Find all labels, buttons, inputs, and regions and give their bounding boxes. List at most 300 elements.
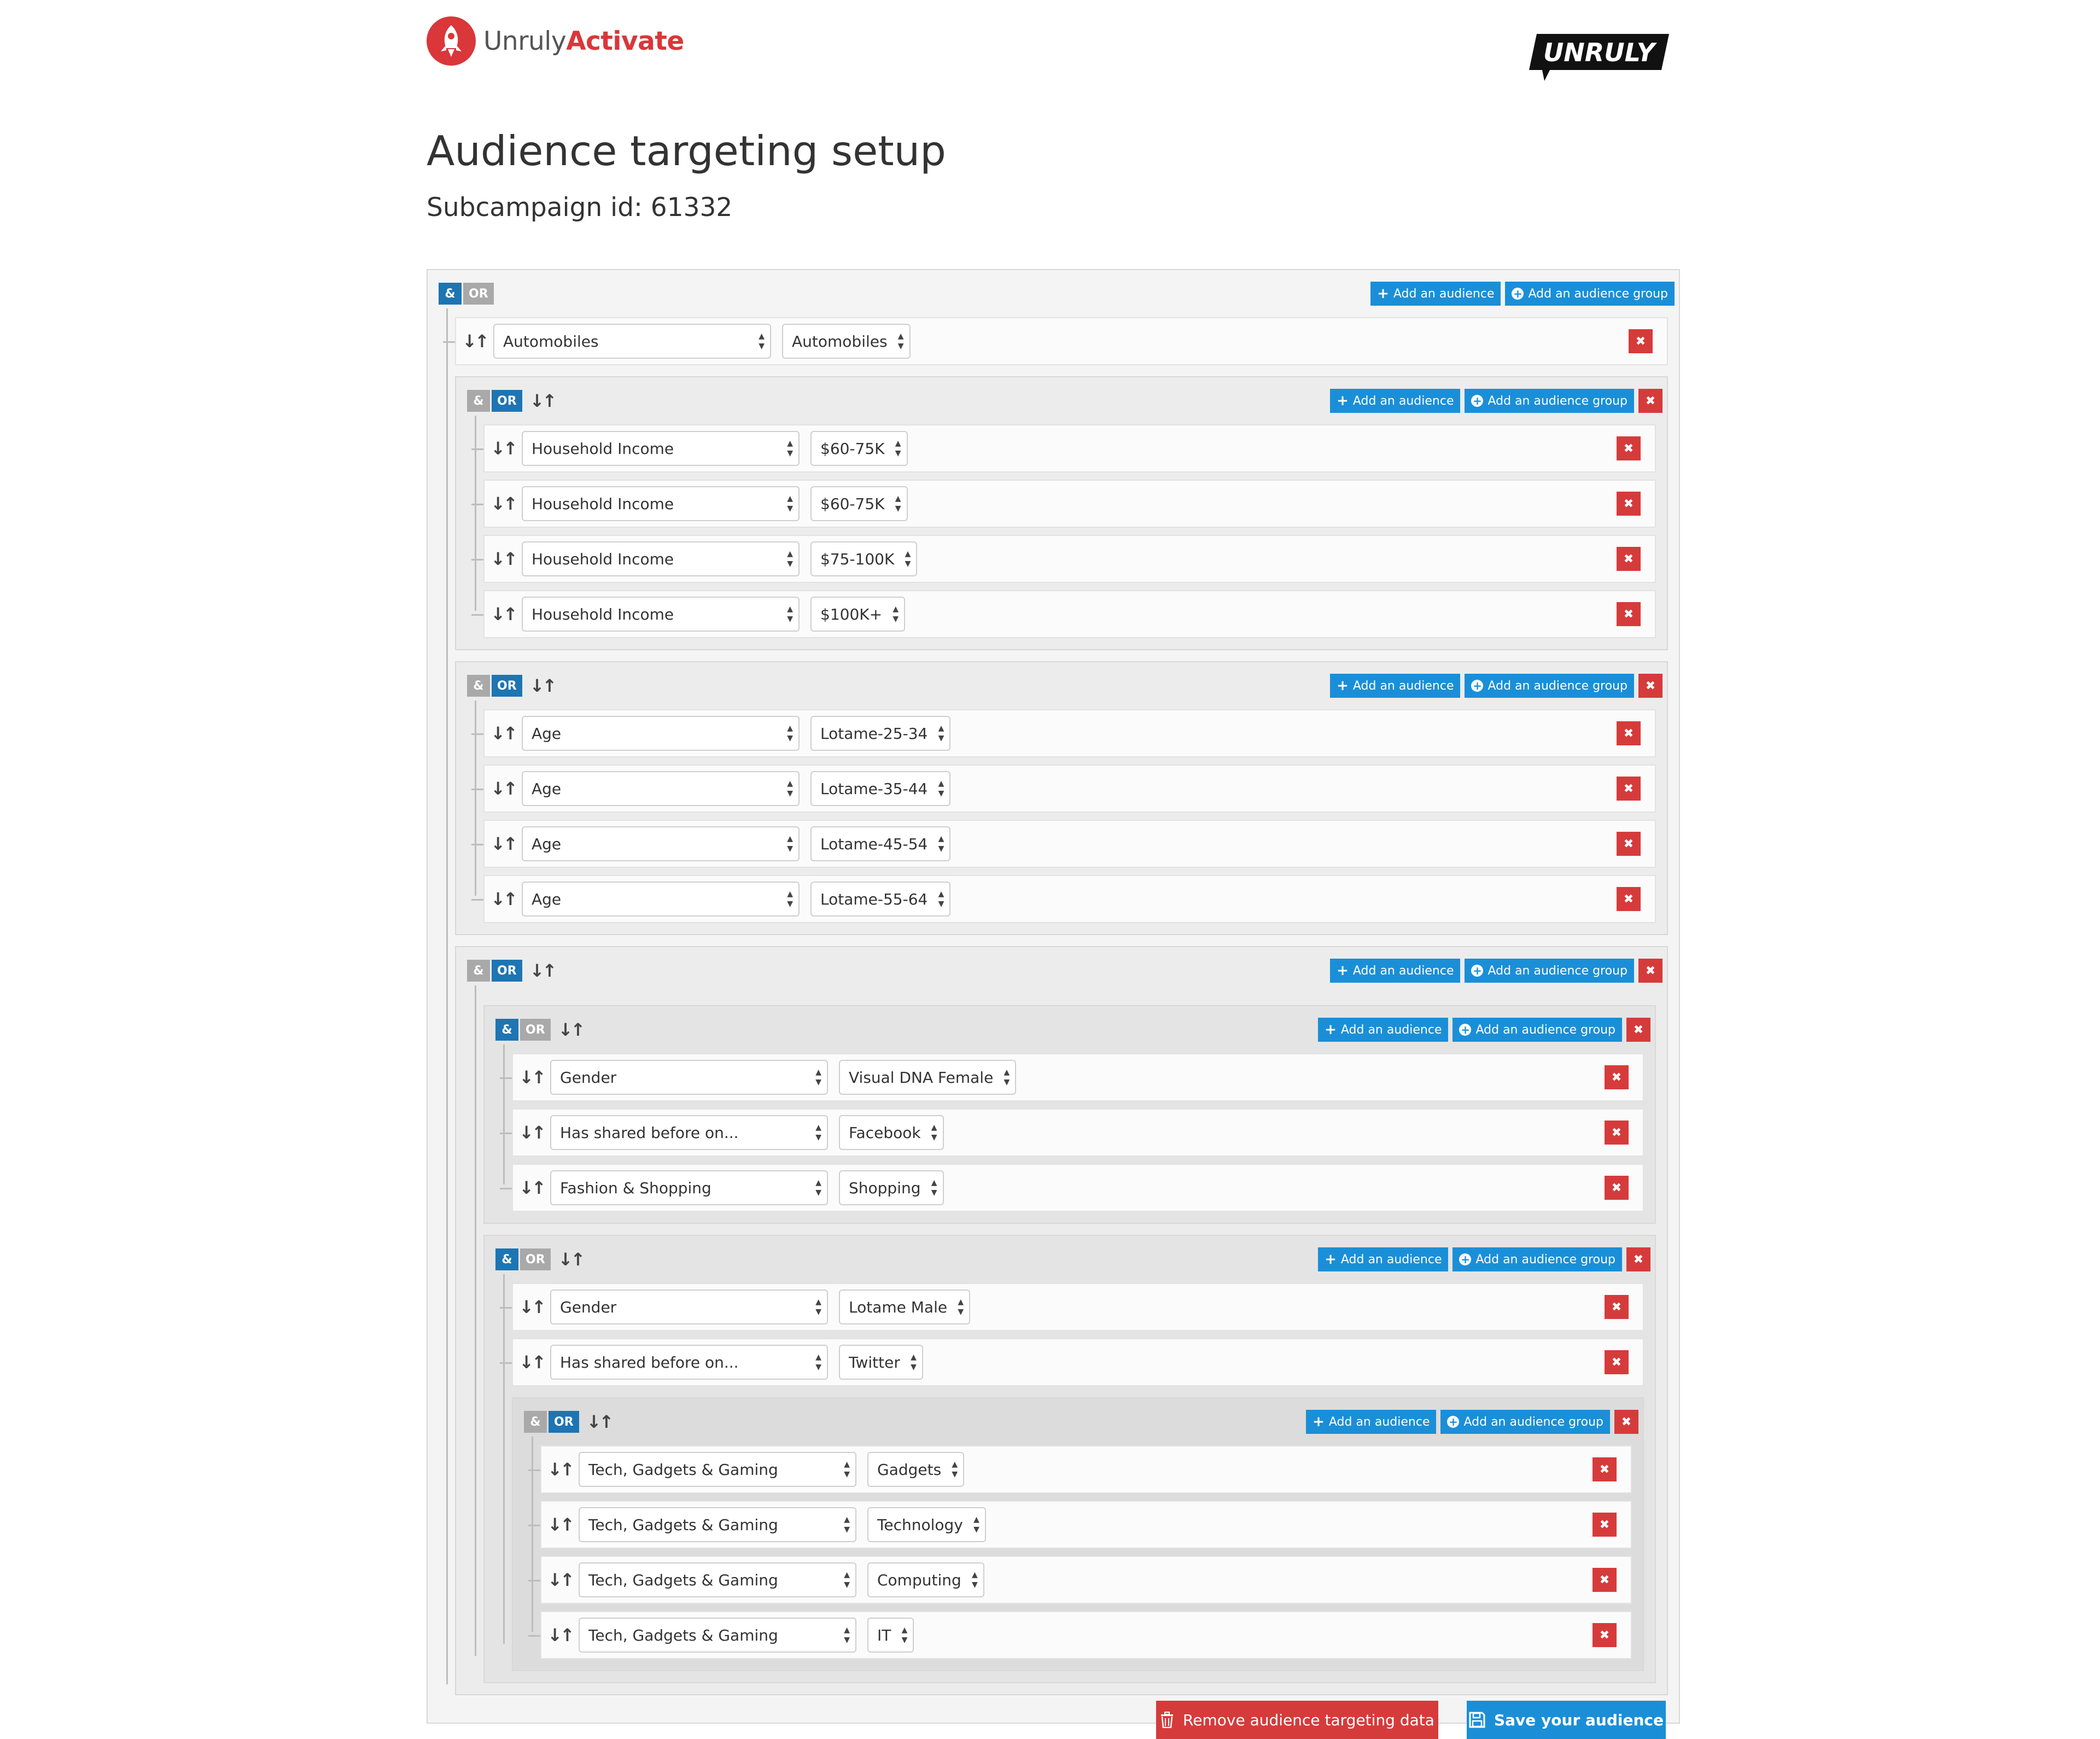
audience-value-select[interactable] [839,1345,923,1380]
remove-targeting-button[interactable] [1156,1701,1438,1739]
delete-rule-button[interactable] [1617,547,1641,571]
close-icon: ✖ [1633,1252,1644,1267]
group-header [495,1236,1655,1283]
sort-arrows-icon[interactable]: ↓↑ [547,1459,573,1480]
root-group [427,269,1680,1724]
condition-toggle [495,1019,551,1041]
or-button[interactable]: OR [520,1248,551,1270]
select-arrows-icon: ▲ ▼ [759,332,765,351]
delete-rule-button[interactable] [1617,832,1641,856]
audience-value-select-value: IT [877,1626,891,1644]
plus-circle-icon: + [1471,965,1483,977]
close-icon: ✖ [1611,1355,1622,1369]
group-rules [512,1053,1655,1212]
audience-category-select[interactable] [579,1618,856,1653]
select-arrows-icon: ▲ ▼ [787,439,793,458]
select-arrows-icon: ▲ ▼ [938,835,944,853]
save-audience-label: Save your audience [1494,1711,1664,1729]
audience-category-select[interactable] [522,541,800,576]
audience-category-select-value: Age [532,724,562,743]
add-audience-group-label: Add an audience group [1475,1252,1615,1267]
select-arrows-icon: ▲ ▼ [931,1123,937,1142]
sort-arrows-icon[interactable]: ↓↑ [547,1569,573,1590]
audience-rule [483,875,1656,923]
audience-value-select[interactable] [839,1060,1016,1095]
delete-rule-button[interactable] [1617,887,1641,911]
audience-rule [540,1445,1632,1493]
audience-value-select-value: Shopping [849,1178,921,1197]
plus-icon: + [1377,285,1389,302]
audience-category-select-value: Age [532,890,562,908]
delete-rule-button[interactable] [1605,1350,1629,1374]
select-arrows-icon: ▲ ▼ [938,724,944,743]
select-arrows-icon: ▲ ▼ [973,1515,979,1534]
sort-arrows-icon[interactable]: ↓↑ [462,331,487,352]
sort-arrows-icon[interactable]: ↓↑ [547,1625,573,1645]
or-button[interactable]: OR [492,960,522,982]
group-actions [1314,1018,1650,1042]
group-connector-line [475,701,476,896]
delete-rule-button[interactable] [1617,777,1641,801]
sort-arrows-icon[interactable]: ↓↑ [529,675,555,696]
audience-category-select[interactable] [550,1060,828,1095]
add-audience-button[interactable] [1330,959,1460,983]
select-arrows-icon: ▲ ▼ [952,1460,958,1479]
audience-category-select[interactable] [522,882,800,917]
audience-category-select-value: Tech, Gadgets & Gaming [588,1515,778,1534]
audience-rule [512,1338,1644,1386]
add-audience-label: Add an audience [1393,287,1495,301]
close-icon: ✖ [1623,497,1634,511]
audience-rule [540,1556,1632,1604]
audience-category-select-value: Fashion & Shopping [560,1178,711,1197]
audience-category-select-value: Has shared before on... [560,1123,739,1142]
and-button[interactable]: & [467,675,490,697]
condition-toggle [439,283,494,305]
and-button[interactable]: & [524,1411,547,1433]
select-arrows-icon: ▲ ▼ [844,1515,850,1534]
app-name-part2: Activate [566,26,684,56]
delete-rule-button[interactable] [1617,492,1641,516]
app-logo[interactable] [427,16,684,66]
select-arrows-icon: ▲ ▼ [787,890,793,908]
sort-arrows-icon[interactable]: ↓↑ [519,1352,544,1373]
or-button[interactable]: OR [463,283,494,305]
audience-category-select-value: Household Income [532,439,674,458]
audience-category-select-value: Tech, Gadgets & Gaming [588,1571,778,1589]
audience-group [483,1005,1656,1224]
close-icon: ✖ [1599,1628,1610,1642]
select-arrows-icon: ▲ ▼ [787,724,793,743]
save-audience-button[interactable] [1467,1701,1666,1739]
audience-value-select-value: $60-75K [820,439,885,458]
audience-category-select-value: Automobiles [503,332,599,351]
add-audience-group-label: Add an audience group [1463,1415,1603,1429]
audience-category-select-value: Gender [560,1068,617,1087]
delete-group-button[interactable] [1626,1247,1650,1271]
sort-arrows-icon[interactable]: ↓↑ [491,438,516,459]
group-header [467,377,1667,424]
add-audience-label: Add an audience [1340,1023,1442,1037]
audience-value-select-value: $100K+ [820,605,883,623]
audience-category-select[interactable] [579,1562,856,1597]
app-name-part1: Unruly [483,26,567,56]
close-icon: ✖ [1611,1300,1622,1314]
audience-category-select[interactable] [522,826,800,861]
audience-category-select-value: Has shared before on... [560,1353,739,1372]
condition-toggle [495,1248,551,1270]
audience-value-select-value: Lotame-55-64 [820,890,928,908]
close-icon: ✖ [1623,607,1634,621]
delete-group-button[interactable] [1614,1410,1638,1434]
add-audience-button[interactable] [1330,389,1460,413]
audience-group [455,661,1668,935]
select-arrows-icon: ▲ ▼ [787,779,793,798]
audience-group [483,1235,1656,1683]
audience-value-select-value: Lotame-35-44 [820,779,928,798]
delete-rule-button[interactable] [1617,602,1641,626]
group-actions [1302,1410,1638,1434]
audience-category-select[interactable] [522,771,800,806]
close-icon: ✖ [1623,892,1634,906]
select-arrows-icon: ▲ ▼ [787,494,793,513]
condition-toggle [467,675,522,697]
select-arrows-icon: ▲ ▼ [971,1571,978,1589]
select-arrows-icon: ▲ ▼ [938,779,944,798]
audience-category-select[interactable] [522,597,800,632]
close-icon: ✖ [1611,1181,1622,1195]
sort-arrows-icon[interactable]: ↓↑ [586,1411,612,1432]
select-arrows-icon: ▲ ▼ [815,1123,821,1142]
add-audience-button[interactable] [1330,674,1460,698]
audience-rule [483,480,1656,528]
select-arrows-icon: ▲ ▼ [931,1178,937,1197]
audience-value-select-value: Lotame Male [849,1298,948,1316]
delete-rule-button[interactable] [1592,1513,1617,1537]
add-audience-button[interactable] [1318,1247,1448,1271]
select-arrows-icon: ▲ ▼ [901,1626,908,1644]
select-arrows-icon: ▲ ▼ [844,1626,850,1644]
audience-rule [483,765,1656,813]
and-button[interactable]: & [495,1248,518,1270]
group-header [495,1006,1655,1053]
subcampaign-id: Subcampaign id: 61332 [427,192,733,223]
audience-value-select[interactable] [810,541,917,576]
nested-group-wrapper [483,1235,1667,1683]
close-icon: ✖ [1599,1518,1610,1532]
and-button[interactable]: & [467,960,490,982]
delete-rule-button[interactable] [1605,1065,1629,1089]
add-audience-group-label: Add an audience group [1488,394,1628,408]
rocket-icon [427,16,476,66]
select-arrows-icon: ▲ ▼ [815,1353,821,1372]
select-arrows-icon: ▲ ▼ [844,1460,850,1479]
add-audience-group-button[interactable] [1452,1247,1622,1271]
and-button[interactable]: & [495,1019,518,1041]
audience-rule [512,1108,1644,1157]
plus-icon: + [1337,393,1349,409]
sort-arrows-icon[interactable]: ↓↑ [491,889,516,909]
group-header [467,662,1667,709]
sort-arrows-icon[interactable]: ↓↑ [558,1019,584,1040]
audience-category-select[interactable] [522,716,800,751]
close-icon: ✖ [1645,964,1656,978]
delete-rule-button[interactable] [1592,1457,1617,1481]
sort-arrows-icon[interactable]: ↓↑ [519,1297,544,1317]
audience-rule [512,1053,1644,1101]
add-audience-label: Add an audience [1340,1252,1442,1267]
delete-rule-button[interactable] [1617,721,1641,745]
add-audience-button[interactable] [1306,1410,1436,1434]
nested-group-wrapper [455,946,1679,1695]
delete-rule-button[interactable] [1605,1295,1629,1319]
audience-category-select[interactable] [550,1289,828,1324]
nested-group-wrapper [512,1397,1655,1671]
audience-category-select-value: Tech, Gadgets & Gaming [588,1460,778,1479]
select-arrows-icon: ▲ ▼ [895,494,901,513]
sort-arrows-icon[interactable]: ↓↑ [491,493,516,514]
delete-rule-button[interactable] [1629,329,1653,353]
audience-value-select[interactable] [810,771,950,806]
condition-toggle [467,960,522,982]
sort-arrows-icon[interactable]: ↓↑ [491,723,516,744]
partner-logo-text: UNRULY [1543,38,1655,67]
group-rules [512,1283,1655,1386]
plus-icon: + [1325,1251,1337,1268]
plus-icon: + [1312,1414,1325,1430]
nested-group-wrapper [455,661,1679,935]
group-rules [483,709,1667,923]
sort-arrows-icon[interactable]: ↓↑ [529,390,555,411]
group-actions [1314,1247,1650,1271]
audience-value-select-value: Facebook [849,1123,921,1142]
audience-value-select[interactable] [867,1452,964,1487]
add-audience-group-button[interactable] [1440,1410,1610,1434]
add-audience-group-label: Add an audience group [1488,679,1628,693]
close-icon: ✖ [1645,394,1656,408]
plus-icon: + [1337,962,1349,979]
add-audience-group-button[interactable] [1465,389,1634,413]
group-header [467,947,1667,994]
select-arrows-icon: ▲ ▼ [787,550,793,568]
plus-circle-icon: + [1459,1253,1471,1265]
delete-rule-button[interactable] [1592,1568,1617,1592]
delete-group-button[interactable] [1638,959,1662,983]
condition-toggle [467,390,522,412]
and-button[interactable]: & [439,283,462,305]
audience-value-select[interactable] [810,826,950,861]
audience-value-select[interactable] [867,1562,984,1597]
audience-value-select-value: Gadgets [877,1460,942,1479]
audience-category-select-value: Age [532,835,562,853]
group-connector-line [475,985,476,1656]
close-icon: ✖ [1599,1462,1610,1477]
audience-category-select[interactable] [550,1115,828,1150]
add-audience-group-label: Add an audience group [1475,1023,1615,1037]
add-audience-group-label: Add an audience group [1528,287,1668,301]
plus-icon: + [1337,678,1349,694]
select-arrows-icon: ▲ ▼ [911,1353,917,1372]
delete-group-button[interactable] [1626,1018,1650,1042]
audience-category-select-value: Household Income [532,605,674,623]
add-audience-label: Add an audience [1328,1415,1430,1429]
audience-category-select-value: Gender [560,1298,617,1316]
audience-rule [483,590,1656,638]
add-audience-group-button[interactable] [1452,1018,1622,1042]
select-arrows-icon: ▲ ▼ [815,1298,821,1316]
audience-category-select[interactable] [522,431,800,466]
audience-value-select[interactable] [810,716,950,751]
add-audience-button[interactable] [1370,282,1501,306]
close-icon: ✖ [1623,441,1634,456]
page-title: Audience targeting setup [427,127,946,175]
plus-circle-icon: + [1471,680,1483,692]
nested-group-wrapper [483,1005,1667,1224]
sort-arrows-icon[interactable]: ↓↑ [519,1177,544,1198]
audience-value-select[interactable] [839,1115,944,1150]
add-audience-group-label: Add an audience group [1488,964,1628,978]
add-audience-button[interactable] [1318,1018,1448,1042]
audience-category-select[interactable] [579,1507,856,1542]
audience-value-select[interactable] [839,1170,944,1205]
group-header [524,1398,1643,1445]
add-audience-group-button[interactable] [1465,959,1634,983]
group-actions [1326,959,1662,983]
sort-arrows-icon[interactable]: ↓↑ [529,960,555,981]
delete-rule-button[interactable] [1605,1176,1629,1200]
audience-value-select[interactable] [810,597,905,632]
sort-arrows-icon[interactable]: ↓↑ [547,1514,573,1535]
audience-rule [540,1501,1632,1549]
audience-category-select-value: Tech, Gadgets & Gaming [588,1626,778,1644]
select-arrows-icon: ▲ ▼ [787,835,793,853]
group-connector-line [446,308,448,1684]
close-icon: ✖ [1645,679,1656,693]
audience-value-select-value: Lotame-45-54 [820,835,928,853]
select-arrows-icon: ▲ ▼ [938,890,944,908]
audience-value-select[interactable] [810,882,950,917]
audience-value-select[interactable] [810,431,908,466]
close-icon: ✖ [1623,837,1634,851]
group-connector-line [532,1437,533,1632]
audience-group [455,376,1668,650]
close-icon: ✖ [1611,1125,1622,1140]
audience-value-select[interactable] [867,1618,914,1653]
add-audience-label: Add an audience [1352,964,1454,978]
audience-rule [455,317,1668,365]
plus-circle-icon: + [1447,1416,1459,1428]
audience-value-select-value: $60-75K [820,494,885,513]
sort-arrows-icon[interactable]: ↓↑ [491,604,516,625]
audience-value-select[interactable] [782,324,911,359]
group-actions [1326,674,1662,698]
add-audience-group-button[interactable] [1505,282,1675,306]
audience-category-select[interactable] [579,1452,856,1487]
group-connector-line [503,1274,505,1644]
audience-category-select-value: Household Income [532,550,674,568]
sort-arrows-icon[interactable]: ↓↑ [519,1067,544,1088]
audience-group [512,1397,1644,1671]
sort-arrows-icon[interactable]: ↓↑ [491,833,516,854]
audience-rule [540,1611,1632,1659]
delete-rule-button[interactable] [1605,1121,1629,1145]
close-icon: ✖ [1623,781,1634,796]
audience-value-select-value: Lotame-25-34 [820,724,928,743]
sort-arrows-icon[interactable]: ↓↑ [491,548,516,569]
or-button[interactable]: OR [492,390,522,412]
delete-rule-button[interactable] [1617,436,1641,460]
plus-icon: + [1325,1022,1337,1038]
audience-value-select-value: $75-100K [820,550,895,568]
audience-rule [483,424,1656,472]
remove-targeting-label: Remove audience targeting data [1183,1711,1434,1729]
or-button[interactable]: OR [549,1411,579,1433]
or-button[interactable]: OR [492,675,522,697]
select-arrows-icon: ▲ ▼ [1004,1068,1010,1087]
plus-circle-icon: + [1459,1024,1471,1036]
audience-category-select[interactable] [522,486,800,521]
group-connector-line [503,1044,505,1184]
or-button[interactable]: OR [520,1019,551,1041]
and-button[interactable]: & [467,390,490,412]
app-name [483,26,684,56]
audience-category-select[interactable] [550,1170,828,1205]
audience-value-select[interactable] [810,486,908,521]
close-icon: ✖ [1633,1023,1644,1037]
audience-value-select[interactable] [839,1289,970,1324]
audience-rule [483,535,1656,583]
sort-arrows-icon[interactable]: ↓↑ [519,1122,544,1143]
audience-rule [512,1283,1644,1331]
delete-rule-button[interactable] [1592,1623,1617,1647]
select-arrows-icon: ▲ ▼ [815,1178,821,1197]
close-icon: ✖ [1599,1573,1610,1587]
add-audience-label: Add an audience [1352,679,1454,693]
audience-value-select-value: Twitter [849,1353,900,1372]
delete-group-button[interactable] [1638,389,1662,413]
close-icon: ✖ [1621,1415,1632,1429]
close-icon: ✖ [1635,334,1646,348]
group-actions [1366,282,1675,306]
sort-arrows-icon[interactable]: ↓↑ [558,1249,584,1270]
audience-value-select[interactable] [867,1507,986,1542]
select-arrows-icon: ▲ ▼ [905,550,911,568]
audience-category-select[interactable] [550,1345,828,1380]
audience-rule [483,820,1656,868]
delete-group-button[interactable] [1638,674,1662,698]
group-rules [483,424,1667,638]
add-audience-group-button[interactable] [1465,674,1634,698]
sort-arrows-icon[interactable]: ↓↑ [491,778,516,799]
close-icon: ✖ [1623,726,1634,740]
audience-category-select[interactable] [493,324,771,359]
audience-group [455,946,1668,1695]
group-rules [455,317,1679,365]
group-header [439,270,1679,317]
audience-rule [483,709,1656,757]
condition-toggle [524,1411,579,1433]
select-arrows-icon: ▲ ▼ [958,1298,964,1316]
group-actions [1326,389,1662,413]
plus-circle-icon: + [1471,395,1483,407]
select-arrows-icon: ▲ ▼ [787,605,793,623]
close-icon: ✖ [1623,552,1634,566]
select-arrows-icon: ▲ ▼ [897,332,904,351]
unruly-logo [1526,28,1673,83]
audience-category-select-value: Age [532,779,562,798]
audience-rule [512,1164,1644,1212]
audience-value-select-value: Visual DNA Female [849,1068,994,1087]
